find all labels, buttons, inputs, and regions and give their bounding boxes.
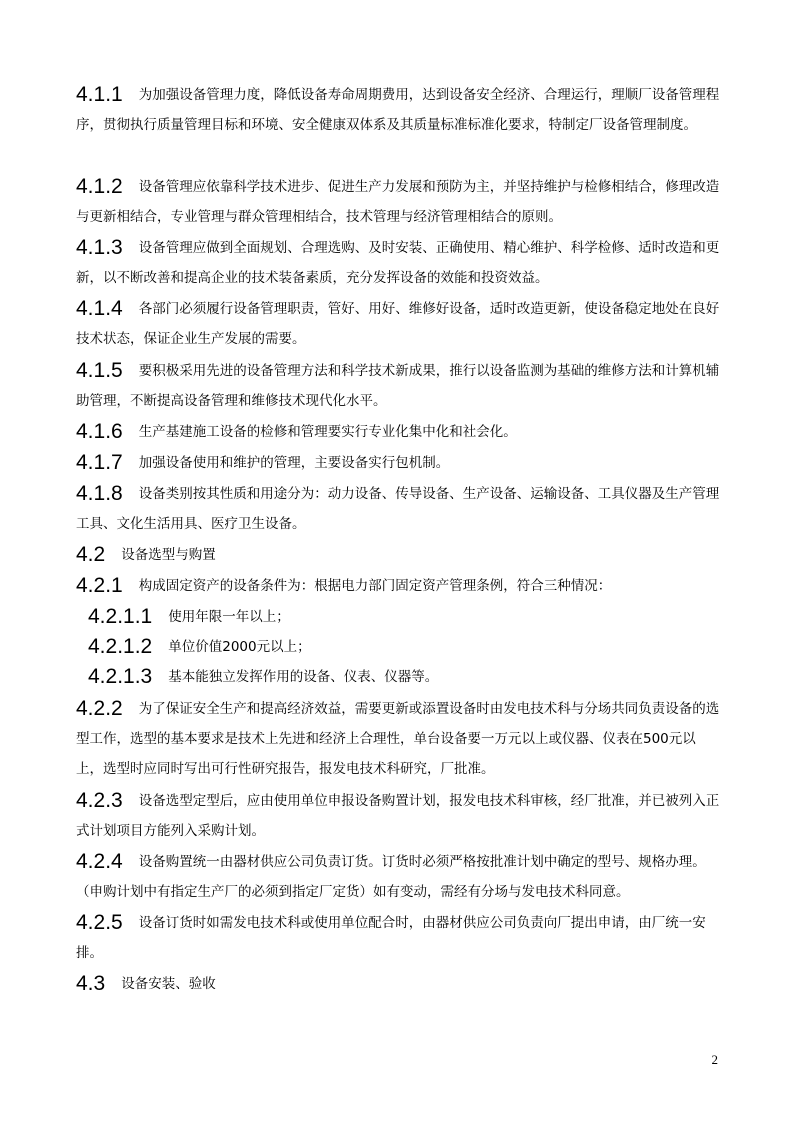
clause-text: 基本能独立发挥作用的设备、仪表、仪器等。 xyxy=(168,669,439,685)
section-4-2-heading xyxy=(76,540,722,570)
clause-number: 4.1.1 xyxy=(76,83,123,106)
clause-number: 4.1.3 xyxy=(76,236,123,259)
clause-number: 4.2.5 xyxy=(76,911,123,934)
clause-text: 单位价值2000元以上； xyxy=(168,639,311,655)
section-number: 4.2 xyxy=(76,543,106,566)
clause-text: 加强设备使用和维护的管理，主要设备实行包机制。 xyxy=(138,455,450,471)
clause-4-2-5 xyxy=(76,908,722,968)
clause-number: 4.1.4 xyxy=(76,297,123,320)
clause-number: 4.2.1.3 xyxy=(88,665,153,688)
clause-number: 4.1.2 xyxy=(76,175,123,198)
clause-text: 生产基建施工设备的检修和管理要实行专业化集中化和社会化。 xyxy=(138,424,517,440)
clause-number: 4.2.2 xyxy=(76,697,123,720)
section-title: 设备安装、验收 xyxy=(121,976,216,992)
clause-4-2-1-1 xyxy=(88,602,722,632)
clause-4-2-4 xyxy=(76,847,722,907)
clause-4-1-3 xyxy=(76,233,722,293)
clause-4-1-7 xyxy=(76,448,722,478)
clause-4-1-6 xyxy=(76,417,722,447)
clause-text: 构成固定资产的设备条件为：根据电力部门固定资产管理条例，符合三种情况： xyxy=(138,578,612,594)
clause-text: 设备管理应做到全面规划、合理选购、及时安装、正确使用、精心维护、科学检修、适时改造和更新，以不断改善和提高企业的技术装备素质，充分发挥设备的效能和投资效益。 xyxy=(76,240,720,286)
clause-text: 使用年限一年以上； xyxy=(168,609,290,625)
clause-4-2-3 xyxy=(76,786,722,846)
clause-number: 4.2.1.1 xyxy=(88,605,153,628)
clause-number: 4.1.8 xyxy=(76,482,123,505)
clause-text: 为了保证安全生产和提高经济效益，需要更新或添置设备时由发电技术科与分场共同负责设备的选型工作，选型的基本要求是技术上先进和经济上合理性，单台设备要一万元以上或仪器、仪表在500元以上，选型时应同时写出可行性研究报告，报发电技术科研究，厂批准。 xyxy=(76,701,720,777)
section-4-3-heading xyxy=(76,969,722,999)
clause-text: 设备购置统一由器材供应公司负责订货。订货时必须严格按批准计划中确定的型号、规格办理。（申购计划中有指定生产厂的必须到指定厂定货）如有变动，需经有分场与发电技术科同意。 xyxy=(76,854,706,900)
clause-text: 为加强设备管理力度，降低设备寿命周期费用，达到设备安全经济、合理运行，理顺厂设备管理程序，贯彻执行质量管理目标和环境、安全健康双体系及其质量标准标准化要求，特制定厂设备管理制度。 xyxy=(76,87,720,133)
clause-number: 4.1.6 xyxy=(76,420,123,443)
clause-number: 4.2.3 xyxy=(76,789,123,812)
clause-number: 4.1.7 xyxy=(76,451,123,474)
clause-number: 4.2.4 xyxy=(76,850,123,873)
clause-number: 4.2.1.2 xyxy=(88,635,153,658)
clause-4-1-5 xyxy=(76,356,722,416)
clause-4-1-8 xyxy=(76,479,722,539)
clause-text: 设备类别按其性质和用途分为：动力设备、传导设备、生产设备、运输设备、工具仪器及生产管理工具、文化生活用具、医疗卫生设备。 xyxy=(76,486,720,532)
clause-4-1-4 xyxy=(76,294,722,354)
clause-4-1-2 xyxy=(76,172,722,232)
page-number: 2 xyxy=(711,1052,718,1067)
clause-number: 4.2.1 xyxy=(76,574,123,597)
clause-4-2-2 xyxy=(76,694,722,784)
clause-4-1-1 xyxy=(76,80,722,140)
clause-text: 设备管理应依靠科学技术进步、促进生产力发展和预防为主，并坚持维护与检修相结合，修理改造与更新相结合，专业管理与群众管理相结合，技术管理与经济管理相结合的原则。 xyxy=(76,179,720,225)
clause-text: 各部门必须履行设备管理职责，管好、用好、维修好设备，适时改造更新，使设备稳定地处在良好技术状态，保证企业生产发展的需要。 xyxy=(76,301,720,347)
section-number: 4.3 xyxy=(76,972,106,995)
section-title: 设备选型与购置 xyxy=(121,547,216,563)
clause-text: 要积极采用先进的设备管理方法和科学技术新成果，推行以设备监测为基础的维修方法和计算机辅助管理，不断提高设备管理和维修技术现代化水平。 xyxy=(76,363,720,409)
clause-number: 4.1.5 xyxy=(76,359,123,382)
clause-4-2-1 xyxy=(76,571,722,601)
clause-4-2-1-3 xyxy=(88,662,722,692)
clause-text: 设备选型定型后，应由使用单位申报设备购置计划，报发电技术科审核，经厂批准，并已被列入正式计划项目方能列入采购计划。 xyxy=(76,793,720,839)
clause-text: 设备订货时如需发电技术科或使用单位配合时，由器材供应公司负责向厂提出申请，由厂统一安排。 xyxy=(76,915,706,961)
clause-4-2-1-2 xyxy=(88,632,722,662)
